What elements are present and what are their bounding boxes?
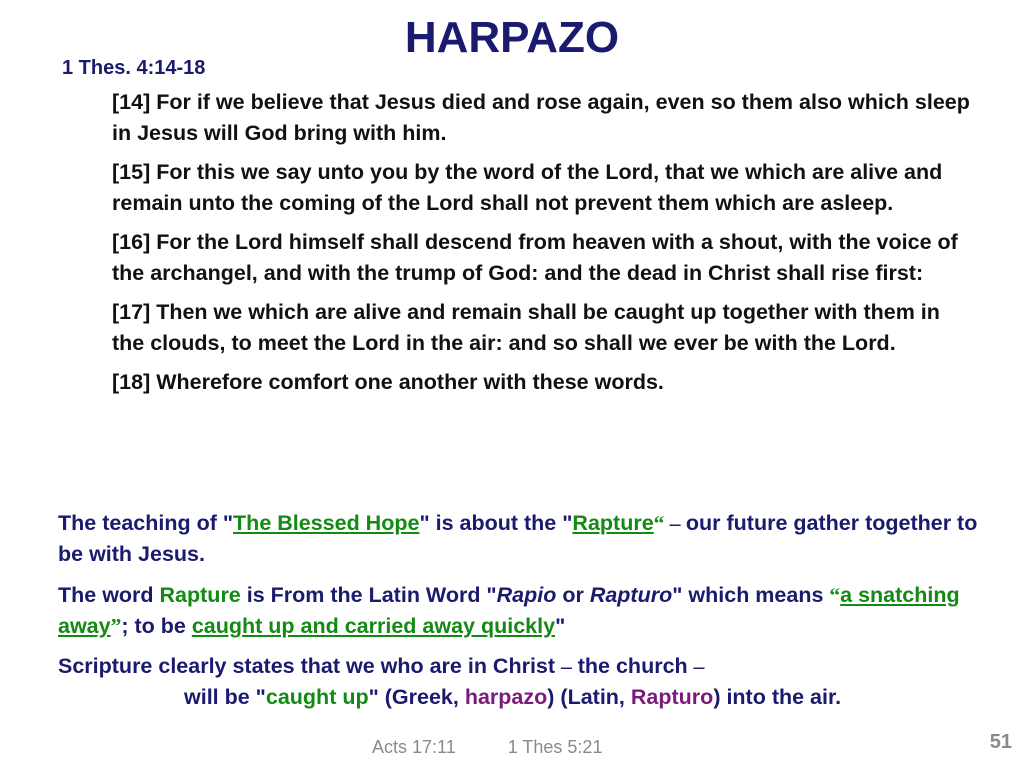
verse-18: [18] Wherefore comfort one another with these words. — [112, 370, 664, 394]
text: ) into the air. — [713, 685, 842, 709]
page-number: 51 — [989, 731, 1012, 753]
caught-up-term: caught up — [265, 685, 369, 709]
caught-up-link[interactable]: caught up and carried away quickly — [191, 614, 556, 638]
dash: – — [664, 511, 686, 535]
footer-references — [372, 736, 602, 758]
paragraph-line — [58, 682, 978, 713]
rapturo-term: Rapturo — [589, 583, 673, 607]
verse-15: [15] For this we say unto you by the word of the Lord, that we which are alive and remain unto the coming of the Lord shall not prevent them which are asleep. — [112, 160, 943, 215]
quote-mark: “ — [653, 511, 665, 535]
footer-ref-acts: Acts 17:11 — [372, 737, 456, 757]
blessed-hope-paragraph — [58, 508, 978, 570]
scripture-states-paragraph — [58, 651, 978, 713]
verse-16: [16] For the Lord himself shall descend from heaven with a shout, with the voice of the archangel, and with the trump of God: and the dead in Christ shall rise first: — [112, 230, 958, 285]
quote-mark: “ — [829, 583, 841, 607]
footer-ref-thes: 1 Thes 5:21 — [507, 737, 603, 757]
text: ) (Latin, — [547, 685, 631, 709]
text: " — [555, 614, 566, 638]
rapio-term: Rapio — [496, 583, 557, 607]
rapture-term: Rapture — [159, 583, 241, 607]
blessed-hope-link[interactable]: The Blessed Hope — [233, 511, 420, 535]
verse-list — [112, 87, 972, 406]
rapture-definition-paragraph — [58, 580, 978, 642]
text: will be " — [184, 685, 266, 709]
text: The word — [58, 583, 160, 607]
dash: – — [561, 654, 572, 678]
scripture-reference: 1 Thes. 4:14-18 — [62, 57, 206, 79]
text: or — [556, 583, 590, 607]
rapture-link[interactable]: Rapture — [572, 511, 654, 535]
text: ; to be — [121, 614, 192, 638]
text: " which means — [672, 583, 830, 607]
slide-title: HARPAZO — [404, 13, 620, 62]
snatching-away-link[interactable]: a snatching away — [58, 583, 960, 638]
paragraph-line — [58, 651, 978, 682]
text: The teaching of " — [58, 511, 234, 535]
verse-14: [14] For if we believe that Jesus died and rose again, even so them also which sleep in Jesus will God bring with him. — [112, 90, 970, 145]
text: our future gather together to be with Jesus. — [58, 511, 978, 566]
text: Scripture clearly states that we who are in Christ — [58, 654, 562, 678]
quote-mark: ” — [110, 614, 122, 638]
rapturo-term: Rapturo — [630, 685, 714, 709]
text: the church — [571, 654, 694, 678]
harpazo-term: harpazo — [464, 685, 548, 709]
verse-17: [17] Then we which are alive and remain shall be caught up together with them in the clouds, to meet the Lord in the air: and so shall we ever be with the Lord. — [112, 300, 940, 355]
text: " is about the " — [419, 511, 573, 535]
text: is From the Latin Word " — [240, 583, 497, 607]
dash: – — [693, 654, 705, 678]
text: " (Greek, — [368, 685, 465, 709]
